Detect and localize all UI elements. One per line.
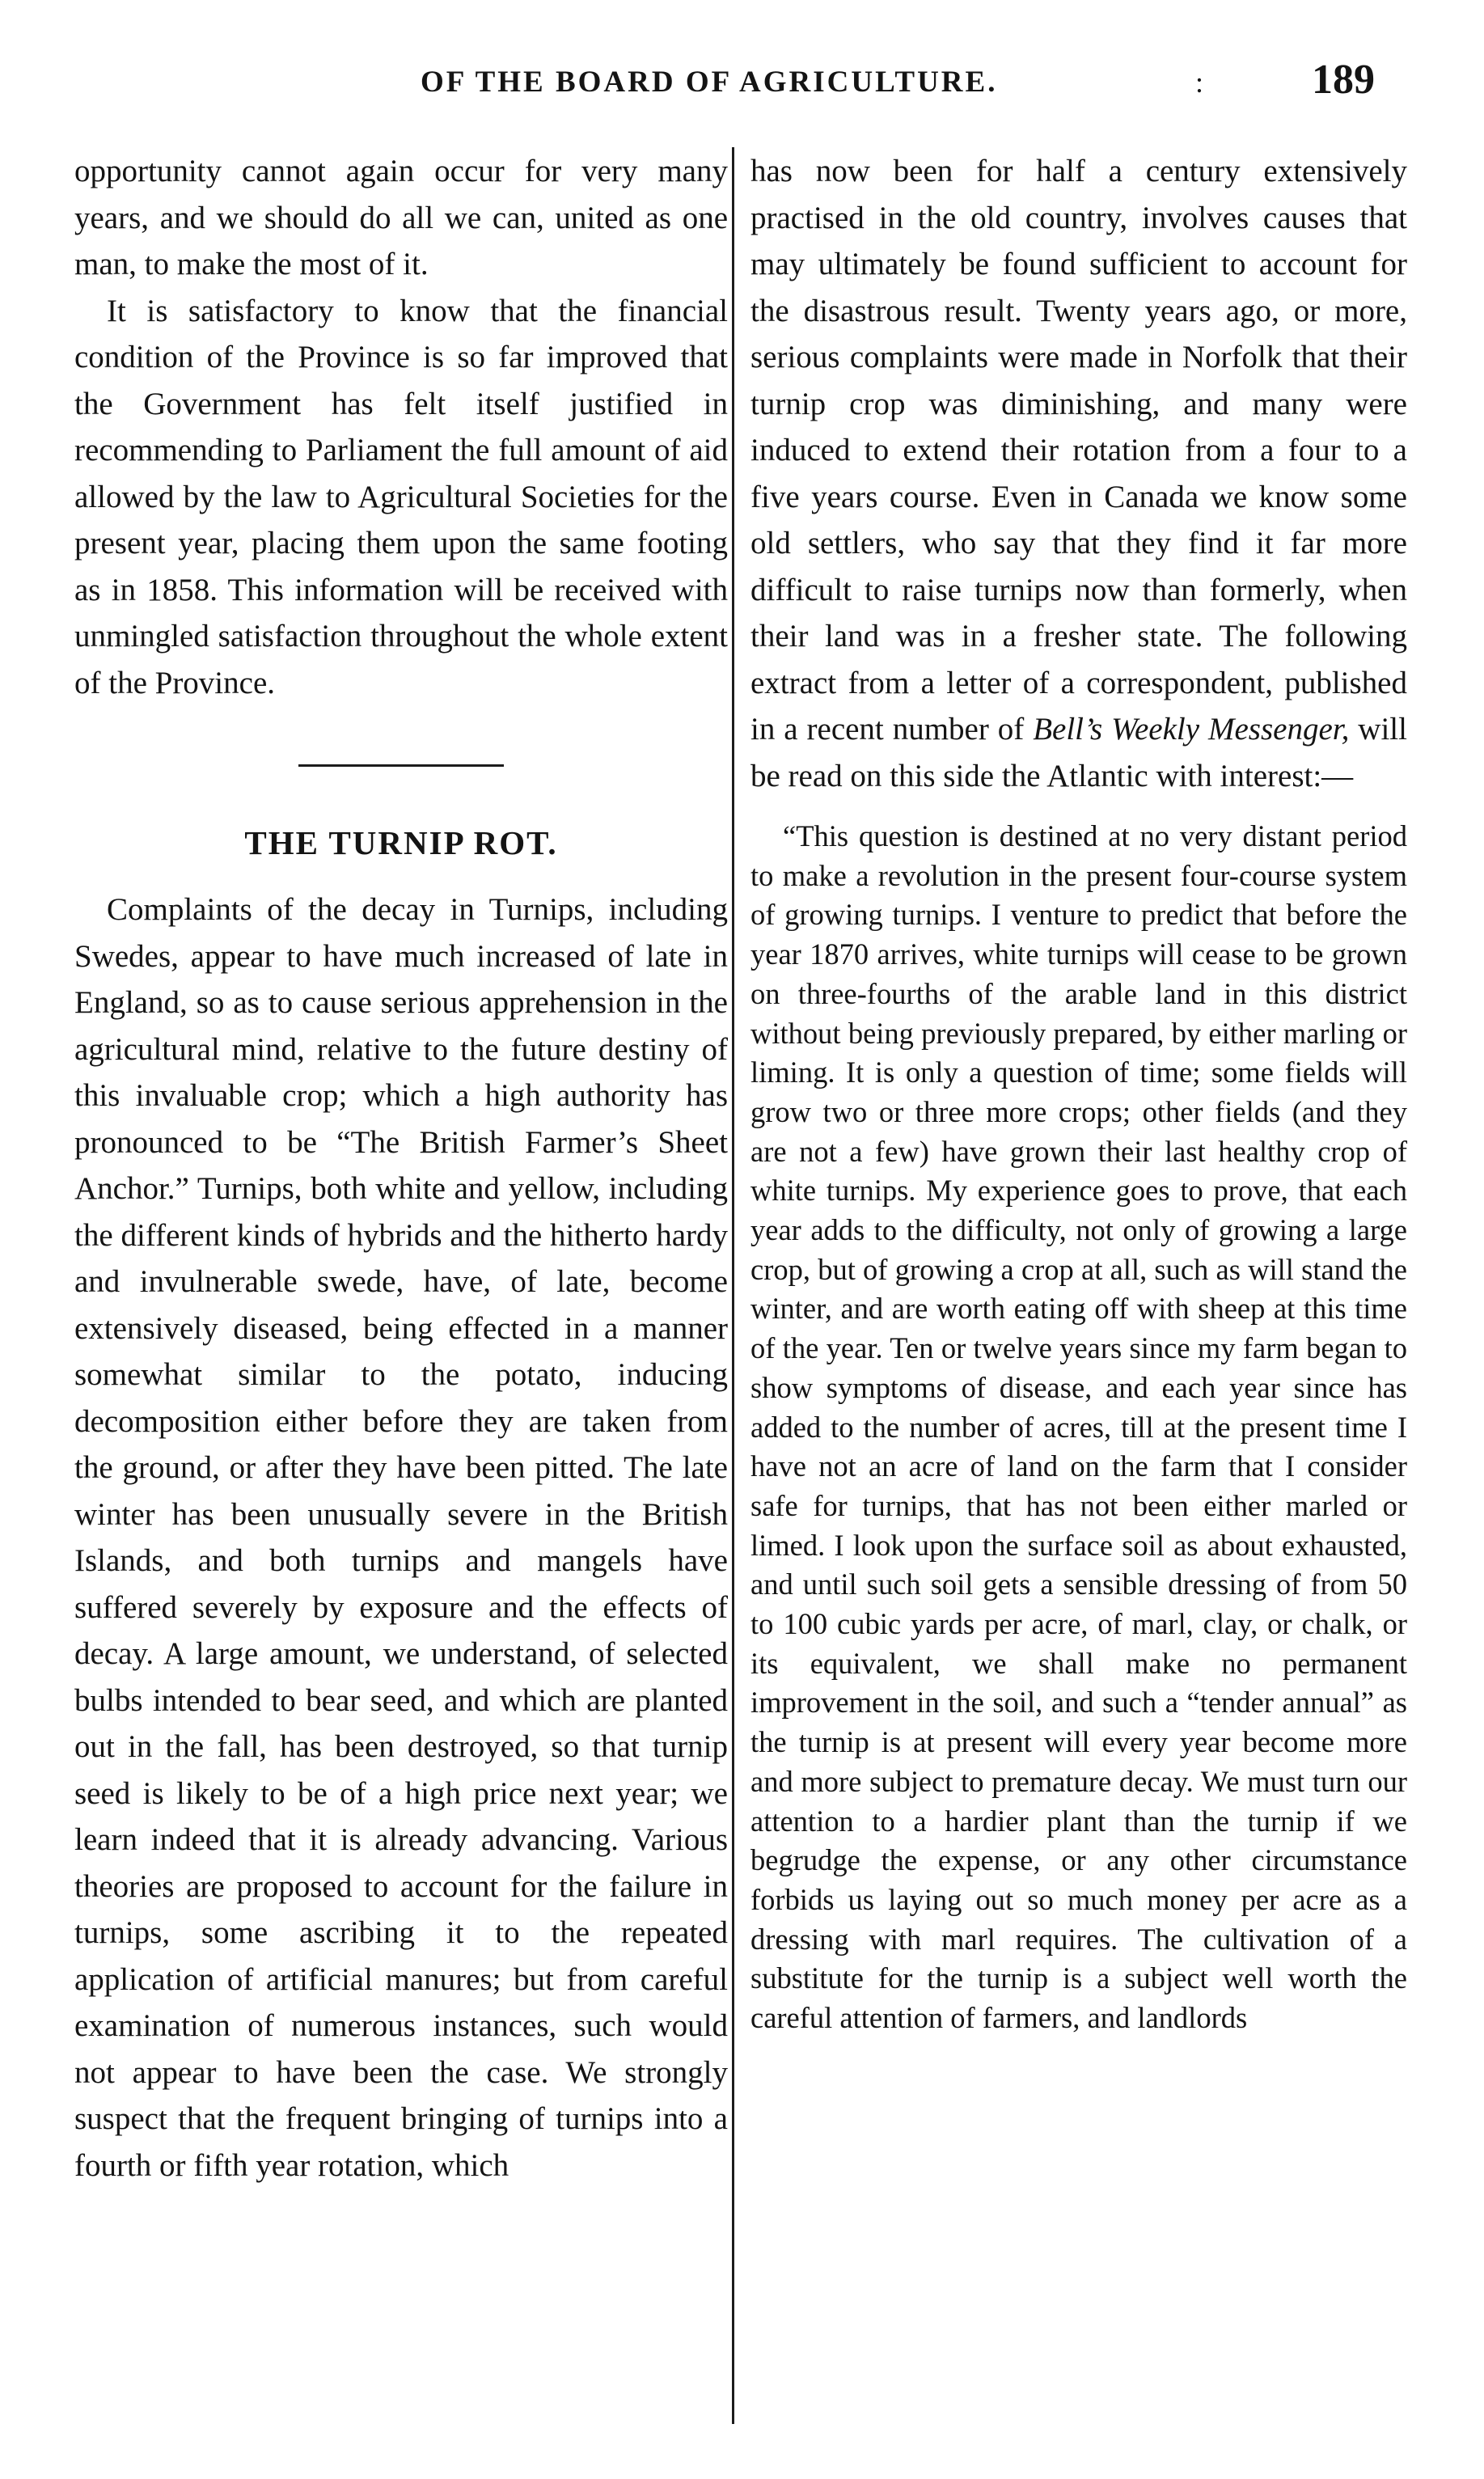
paragraph-turnip-complaints: Complaints of the decay in Turnips, including Swedes, appear to have much increased of late in England, so as to cause serious apprehension in the agricultural mind, relative to the future destiny of this invaluable crop; which a high authority has pronounced to be “The British Farmer’s Sheet Anchor.” Turnips, both white and yellow, including the different kinds of hybrids and the hitherto hardy and invulnerable swede, have, of late, become extensively diseased, being effected in a manner somewhat similar to the potato, inducing decomposition either before they are taken from the ground, or after they have been pitted. The late winter has been unusually severe in the British Islands, and both turnips and mangels have suffered severely by exposure and the effects of decay. A large amount, we understand, of selected bulbs intended to bear seed, and which are planted out in the fall, has been destroyed, so that turnip seed is likely to be of a high price next year; we learn indeed that it is already advancing. Various theories are proposed to account for the failure in turnips, some ascribing it to the repeated application of artificial manures; but from careful examination of numerous instances, such would not appear to have been the case. We strongly suspect that the frequent bringing of turnips into a fourth or fifth year rotation, which bbox=[74, 892, 728, 2183]
right-column bbox=[750, 148, 1407, 2038]
section-divider bbox=[298, 764, 504, 767]
paragraph-financial-condition: It is satisfactory to know that the financial condition of the Province is so far improved that the Government has felt itself justified in recommending to Parliament the full amount of aid allowed by the law to Agricultural Societies for the present year, placing them upon the same footing as in 1858. This information will be received with unmingled satisfaction throughout the whole extent of the Province. bbox=[74, 293, 728, 700]
periodical-title: Bell’s Weekly Messenger, bbox=[1033, 712, 1350, 747]
running-head bbox=[0, 58, 1484, 115]
paragraph-continuation: opportunity cannot again occur for very many years, and we should do all we can, united as one man, to make the most of it. bbox=[74, 154, 728, 281]
paragraph-text-after-citation: will be read on this side the Atlantic with interest:— bbox=[750, 712, 1407, 793]
section-title: THE TURNIP ROT. bbox=[244, 824, 558, 861]
left-column bbox=[74, 148, 728, 2189]
running-head-mark: : bbox=[1195, 66, 1204, 99]
paragraph-continued-rotation bbox=[750, 148, 1407, 799]
quoted-letter: “This question is destined at no very distant period to make a revolution in the present four-course system of growing turnips. I venture to predict that before the year 1870 arrives, white turnips will cease to be grown on three-fourths of the arable land in this district without being previously prepared, by either marling or liming. It is only a question of time; some fields will grow two or three more crops; other fields (and they are not a few) have grown their last healthy crop of white turnips. My experience goes to prove, that each year adds to the difficulty, not only of growing a large crop, but of growing a crop at all, such as will stand the winter, and are worth eating off with sheep at this time of the year. Ten or twelve years since my farm began to show symptoms of disease, and each year since has added to the number of acres, till at the present time I have not an acre of land on the farm that I consider safe for turnips, that has not been either marled or limed. I look upon the surface soil as about exhausted, and until such soil gets a sensible dressing of from 50 to 100 cubic yards per acre, of marl, clay, or chalk, or its equivalent, we shall make no permanent improvement in the soil, and such a “tender annual” as the turnip is at present will every year become more and more subject to premature decay. We must turn our attention to a hardier plant than the turnip if we begrudge the expense, or any other circumstance forbids us laying out so much money per acre as a dressing with marl requires. The cultivation of a substitute for the turnip is a subject well worth the careful attention of farmers, and landlords bbox=[750, 819, 1407, 2035]
running-title: OF THE BOARD OF AGRICULTURE. bbox=[421, 66, 998, 99]
paragraph-text-before-citation: has now been for half a century extensively practised in the old country, involves causes that may ultimately be found sufficient to account for the disastrous result. Twenty years ago, or more, serious complaints were made in Norfolk that their turnip crop was diminishing, and many were induced to extend their rotation from a four to a five years course. Even in Canada we know some old settlers, who say that they find it far more difficult to raise turnips now than formerly, when their land was in a fresher state. The following extract from a letter of a correspondent, published in a recent number of bbox=[750, 154, 1407, 747]
page-number: 189 bbox=[1312, 57, 1375, 103]
column-divider bbox=[732, 147, 734, 2424]
